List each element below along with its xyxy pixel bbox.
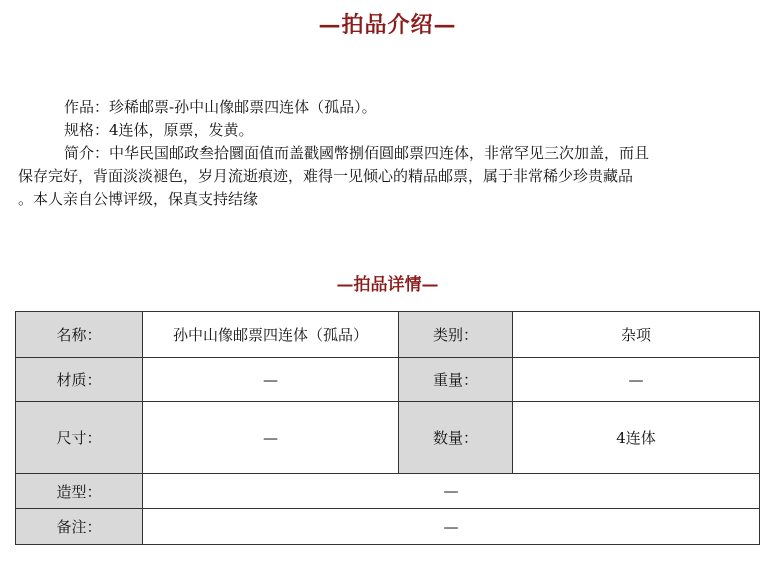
category-label: 类别：	[399, 312, 513, 358]
details-table	[15, 311, 760, 545]
weight-label: 重量：	[399, 358, 513, 402]
intro-desc-line-3: 。本人亲自公博评级，保真支持结缘	[18, 190, 259, 208]
page-title: —拍品介绍—	[318, 12, 457, 38]
table-row	[16, 312, 760, 358]
material-value: —	[143, 358, 399, 402]
table-row	[16, 402, 760, 474]
item-introduction	[18, 96, 760, 211]
shape-value: —	[143, 474, 760, 509]
size-label: 尺寸：	[16, 402, 143, 474]
table-row	[16, 509, 760, 545]
size-value: —	[143, 402, 399, 474]
quantity-value: 4连体	[513, 402, 760, 474]
intro-spec: 规格：4连体，原票，发黄。	[64, 121, 254, 139]
category-value: 杂项	[513, 312, 760, 358]
shape-label: 造型：	[16, 474, 143, 509]
remark-label: 备注：	[16, 509, 143, 545]
quantity-label: 数量：	[399, 402, 513, 474]
table-row	[16, 474, 760, 509]
name-label: 名称：	[16, 312, 143, 358]
remark-value: —	[143, 509, 760, 545]
intro-work: 作品：珍稀邮票-孙中山像邮票四连体（孤品）。	[64, 98, 377, 116]
table-row	[16, 358, 760, 402]
intro-desc-line-2: 保存完好，背面淡淡褪色，岁月流逝痕迹，难得一见倾心的精品邮票，属于非常稀少珍贵藏品	[18, 167, 634, 185]
material-label: 材质：	[16, 358, 143, 402]
weight-value: —	[513, 358, 760, 402]
intro-desc-line-1: 简介：中华民国邮政叁拾圜面值而盖戳國幣捌佰圓邮票四连体，非常罕见三次加盖，而且	[64, 144, 650, 162]
name-value: 孙中山像邮票四连体（孤品）	[143, 312, 399, 358]
details-heading: —拍品详情—	[336, 275, 439, 295]
